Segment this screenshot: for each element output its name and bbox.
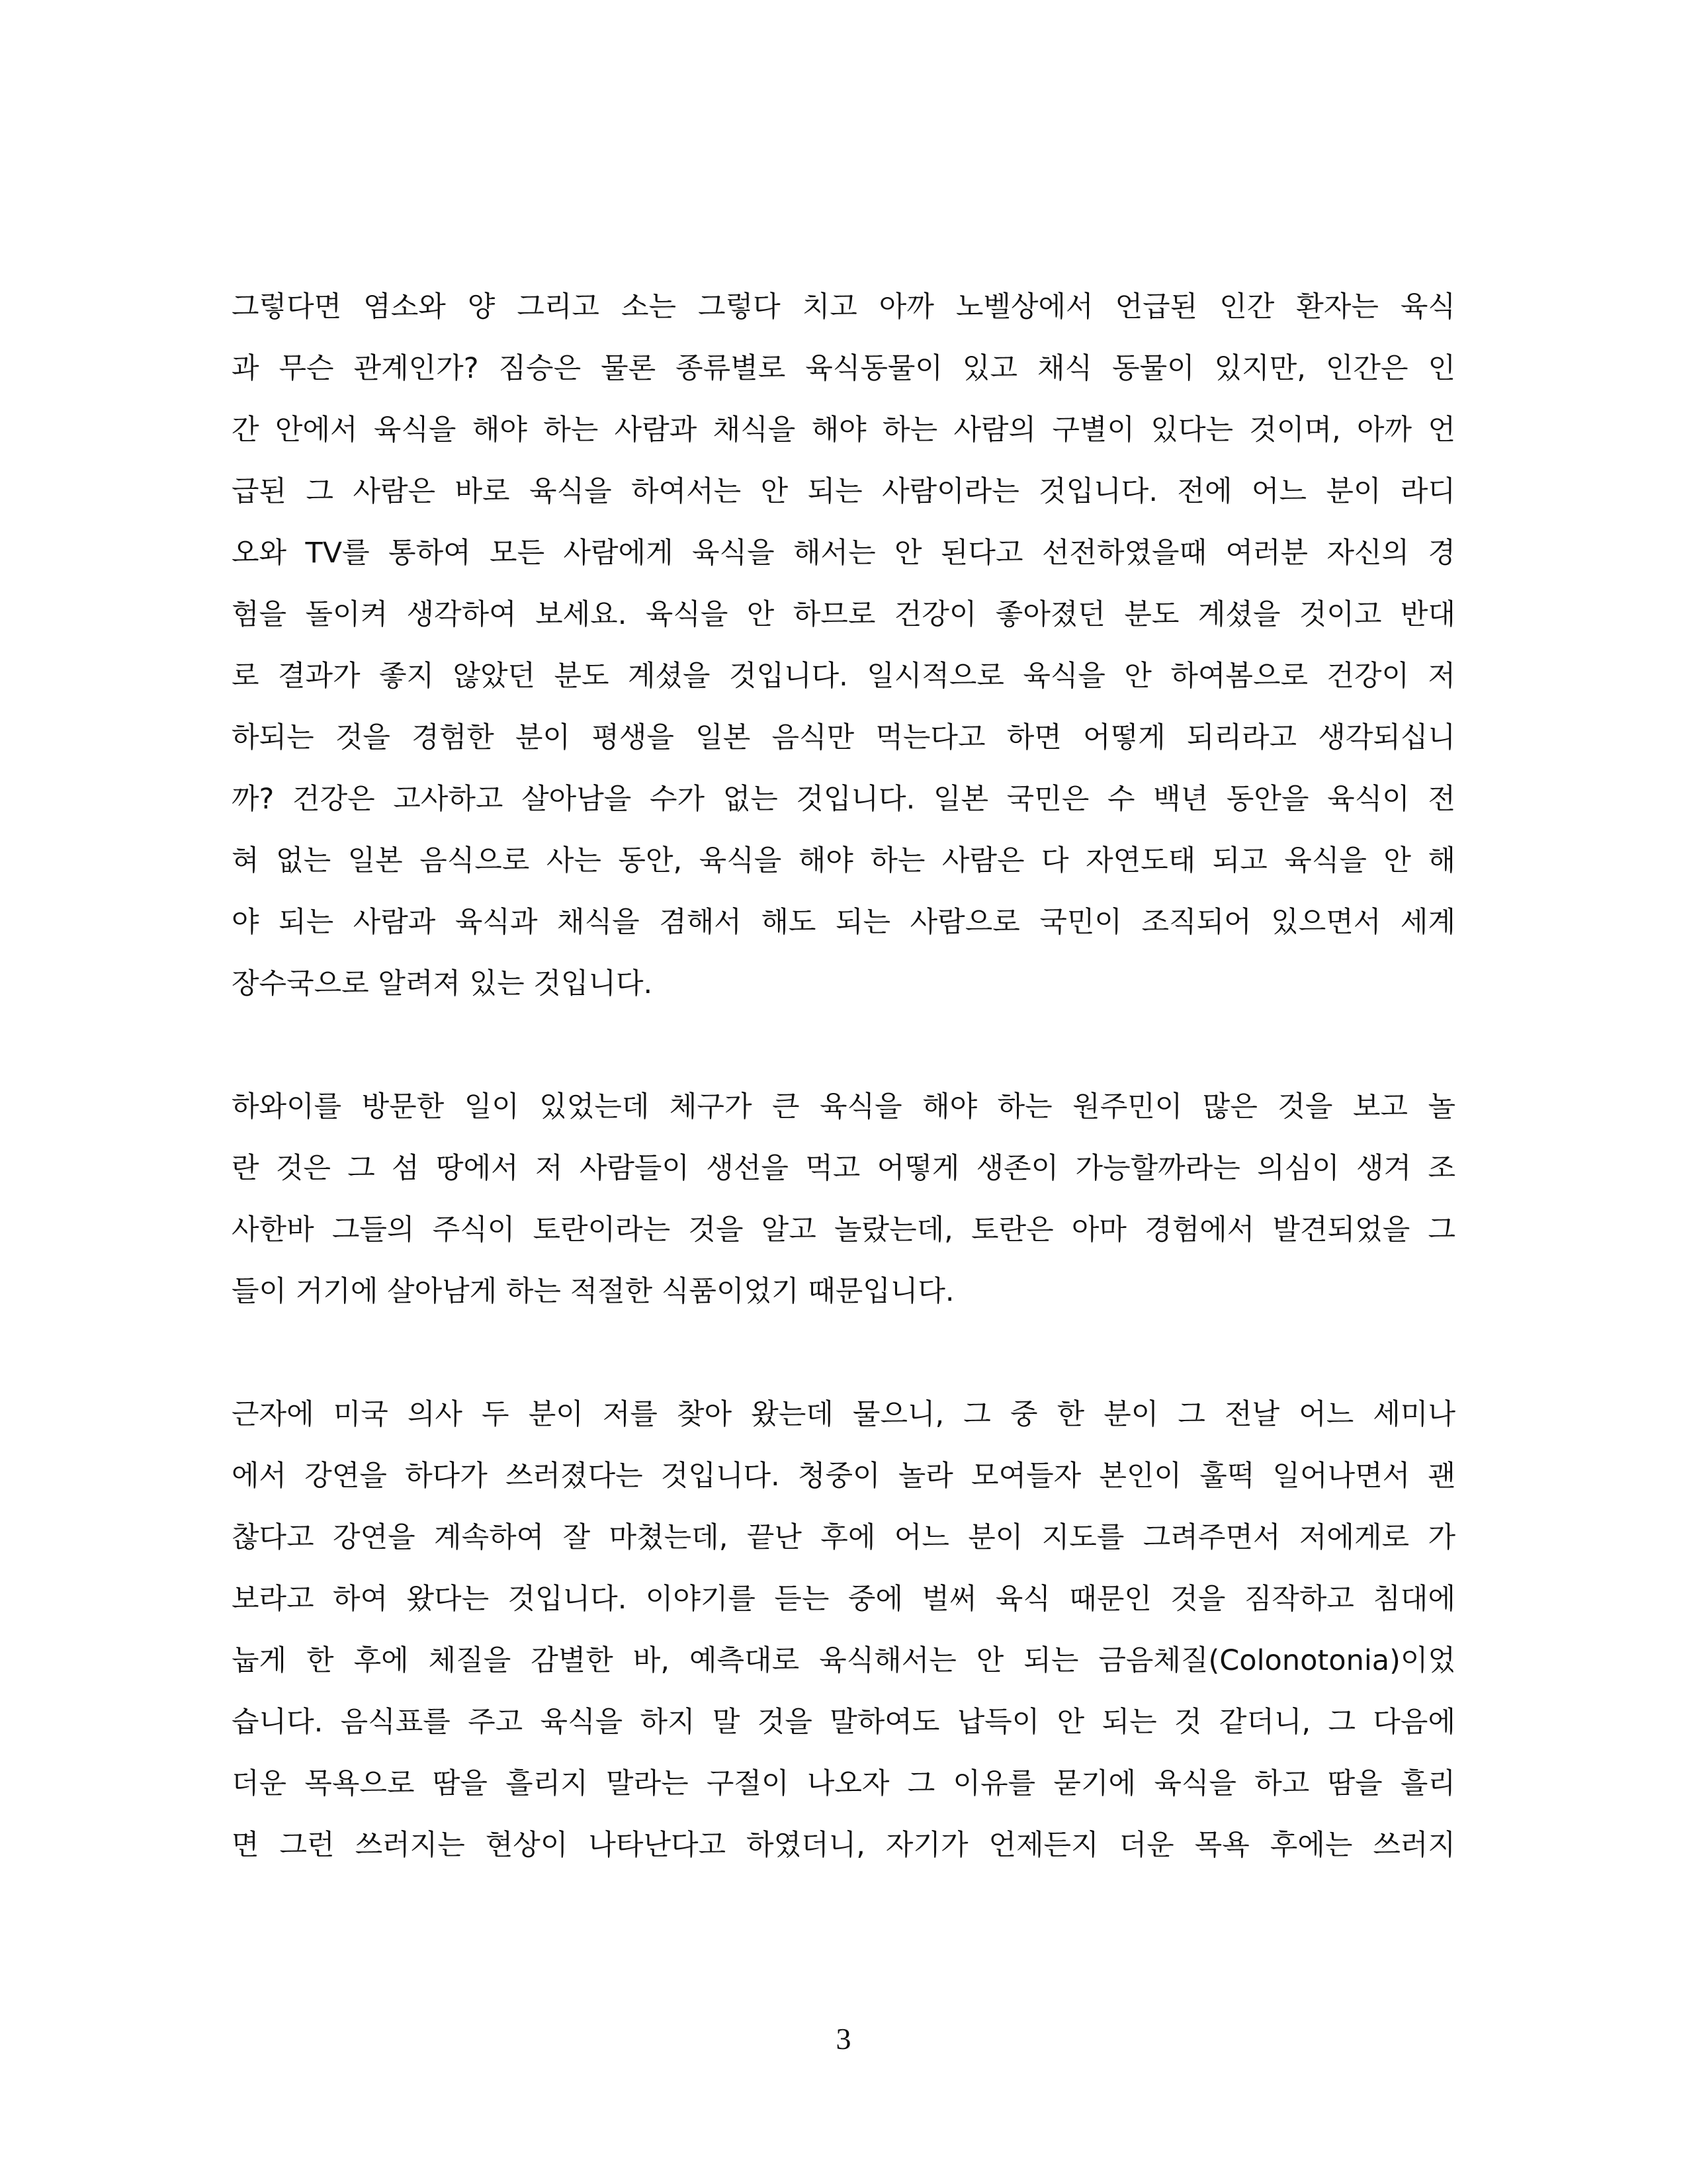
text-line: 습니다. 음식표를 주고 육식을 하지 말 것을 말하여도 납득이 안 되는 것 같더니, 그 다음에 <box>232 1706 1455 1739</box>
text-line: 까? 건강은 고사하고 살아남을 수가 없는 것입니다. 일본 국민은 수 백년 동안을 육식이 전 <box>232 783 1455 816</box>
paragraph-3 <box>232 1384 1455 1876</box>
text-line: 근자에 미국 의사 두 분이 저를 찾아 왔는데 물으니, 그 중 한 분이 그 전날 어느 세미나 <box>232 1398 1455 1431</box>
text-line: 간 안에서 육식을 해야 하는 사람과 채식을 해야 하는 사람의 구별이 있다는 것이며, 아까 언 <box>232 414 1455 447</box>
text-line: 에서 강연을 하다가 쓰러졌다는 것입니다. 청중이 놀라 모여들자 본인이 훌떡 일어나면서 괜 <box>232 1460 1455 1493</box>
text-line: 면 그런 쓰러지는 현상이 나타난다고 하였더니, 자기가 언제든지 더운 목욕 후에는 쓰러지 <box>232 1829 1455 1862</box>
text-line: 혀 없는 일본 음식으로 사는 동안, 육식을 해야 하는 사람은 다 자연도태 되고 육식을 안 해 <box>232 844 1455 877</box>
text-line: 눕게 한 후에 체질을 감별한 바, 예측대로 육식해서는 안 되는 금음체질(Colonotonia)이었 <box>232 1644 1455 1677</box>
page-number: 3 <box>836 2022 851 2056</box>
text-line: 찮다고 강연을 계속하여 잘 마쳤는데, 끝난 후에 어느 분이 지도를 그려주면서 저에게로 가 <box>232 1521 1455 1554</box>
text-line: 과 무슨 관계인가? 짐승은 물론 종류별로 육식동물이 있고 채식 동물이 있지만, 인간은 인 <box>232 352 1455 385</box>
paragraph-spacer <box>232 1323 1455 1384</box>
paragraph-1 <box>232 277 1455 1015</box>
text-line: 란 것은 그 섬 땅에서 저 사람들이 생선을 먹고 어떻게 생존이 가능할까라는 의심이 생겨 조 <box>232 1152 1455 1185</box>
text-line: 더운 목욕으로 땀을 흘리지 말라는 구절이 나오자 그 이유를 묻기에 육식을 하고 땀을 흘리 <box>232 1767 1455 1800</box>
paragraph-2 <box>232 1076 1455 1323</box>
text-line: 사한바 그들의 주식이 토란이라는 것을 알고 놀랐는데, 토란은 아마 경험에서 발견되었을 그 <box>232 1213 1455 1246</box>
paragraph-spacer <box>232 1015 1455 1076</box>
text-line: 하와이를 방문한 일이 있었는데 체구가 큰 육식을 해야 하는 원주민이 많은 것을 보고 놀 <box>232 1090 1455 1123</box>
text-line: 하되는 것을 경험한 분이 평생을 일본 음식만 먹는다고 하면 어떻게 되리라고 생각되십니 <box>232 721 1455 754</box>
body-text <box>232 277 1455 1876</box>
text-line: 들이 거기에 살아남게 하는 적절한 식품이었기 때문입니다. <box>232 1275 955 1308</box>
text-line: 야 되는 사람과 육식과 채식을 겸해서 해도 되는 사람으로 국민이 조직되어 있으면서 세계 <box>232 906 1455 939</box>
text-line: 장수국으로 알려져 있는 것입니다. <box>232 967 653 1000</box>
text-line: 오와 TV를 통하여 모든 사람에게 육식을 해서는 안 된다고 선전하였을때 여러분 자신의 경 <box>232 537 1455 570</box>
text-line: 험을 돌이켜 생각하여 보세요. 육식을 안 하므로 건강이 좋아졌던 분도 계셨을 것이고 반대 <box>232 598 1455 631</box>
text-line: 보라고 하여 왔다는 것입니다. 이야기를 듣는 중에 벌써 육식 때문인 것을 짐작하고 침대에 <box>232 1583 1455 1616</box>
text-line: 급된 그 사람은 바로 육식을 하여서는 안 되는 사람이라는 것입니다. 전에 어느 분이 라디 <box>232 475 1455 508</box>
text-line: 그렇다면 염소와 양 그리고 소는 그렇다 치고 아까 노벨상에서 언급된 인간 환자는 육식 <box>232 290 1455 324</box>
text-line: 로 결과가 좋지 않았던 분도 계셨을 것입니다. 일시적으로 육식을 안 하여봄으로 건강이 저 <box>232 660 1455 693</box>
